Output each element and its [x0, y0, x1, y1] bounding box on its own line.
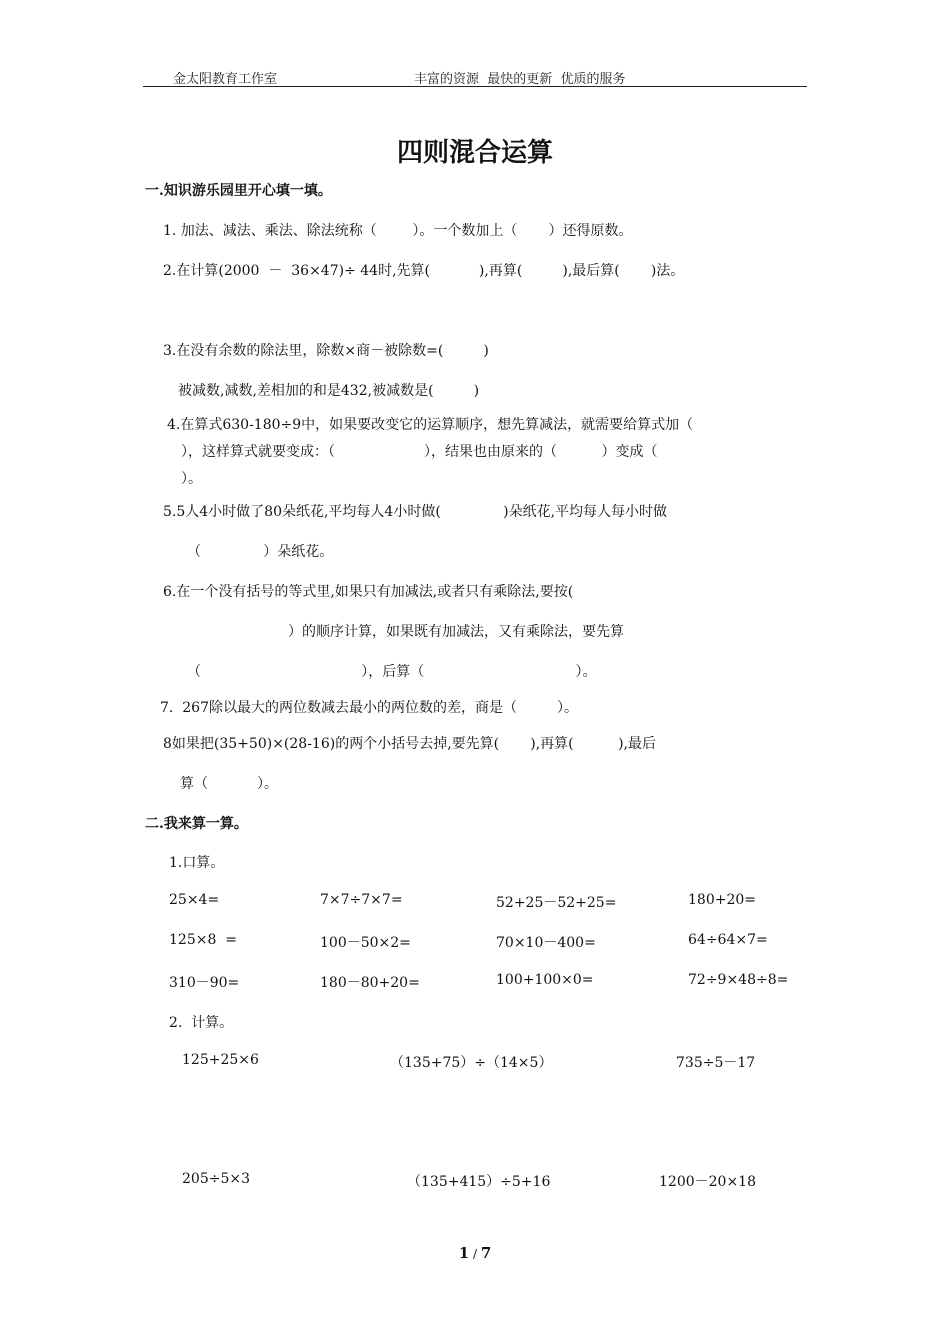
- calc-item: 1200－20×18: [659, 1174, 756, 1190]
- header-right: 丰富的资源 最快的更新 优质的服务: [414, 72, 626, 87]
- oral-item: 125×8 =: [169, 932, 237, 948]
- question-6b: ）的顺序计算，如果既有加减法，又有乘除法，要先算: [288, 624, 624, 640]
- question-4b: ），这样算式就要变成：（ ），结果也由原来的（ ）变成（: [181, 444, 658, 460]
- oral-item: 70×10－400=: [496, 935, 596, 951]
- header-rule: [143, 86, 807, 87]
- calc-item: 125+25×6: [182, 1052, 259, 1068]
- page-separator: /: [469, 1247, 481, 1261]
- oral-item: 7×7÷7×7=: [320, 892, 403, 908]
- question-7: 7. 267除以最大的两位数减去最小的两位数的差，商是（ ）。: [160, 700, 579, 716]
- question-5a: 5.5人4小时做了80朵纸花,平均每人4小时做( )朵纸花,平均每人每小时做: [163, 504, 668, 520]
- oral-item: 52+25－52+25=: [496, 895, 617, 911]
- oral-item: 180－80+20=: [320, 975, 420, 991]
- page-title: 四则混合运算: [396, 138, 553, 168]
- oral-item: 25×4=: [169, 892, 220, 908]
- calc-title: 2. 计算。: [169, 1015, 234, 1031]
- oral-item: 72÷9×48÷8=: [688, 972, 789, 988]
- page-total: 7: [480, 1244, 492, 1262]
- question-6c: （ ），后算（ ）。: [187, 664, 597, 680]
- page-number: [0, 1244, 950, 1262]
- section1-heading: 一.知识游乐园里开心填一填。: [145, 183, 332, 199]
- question-1: 1. 加法、减法、乘法、除法统称（ ）。一个数加上（ ）还得原数。: [163, 223, 633, 239]
- question-4c: ）。: [181, 471, 202, 487]
- oral-item: 180+20=: [688, 892, 756, 908]
- question-2: 2.在计算(2000 － 36×47)÷ 44时,先算( ),再算( ),最后算( )法。: [163, 263, 685, 279]
- question-4a: 4.在算式630-180÷9中，如果要改变它的运算顺序，想先算减法，就需要给算式加（: [167, 417, 694, 433]
- calc-item: （135+415）÷5+16: [407, 1174, 551, 1190]
- calc-item: （135+75）÷（14×5）: [390, 1055, 553, 1071]
- question-5b: （ ）朵纸花。: [187, 544, 334, 560]
- question-8a: 8如果把(35+50)×(28-16)的两个小括号去掉,要先算( ),再算( ),最后: [163, 736, 657, 752]
- calc-item: 205÷5×3: [182, 1171, 250, 1187]
- section2-heading: 二.我来算一算。: [145, 816, 248, 832]
- header-left: 金太阳教育工作室: [173, 72, 278, 87]
- question-6a: 6.在一个没有括号的等式里,如果只有加减法,或者只有乘除法,要按(: [163, 584, 574, 600]
- oral-title: 1.口算。: [169, 855, 225, 871]
- calc-item: 735÷5－17: [676, 1055, 756, 1071]
- question-8b: 算（ ）。: [180, 776, 278, 792]
- oral-item: 100－50×2=: [320, 935, 411, 951]
- question-3b: 被减数,减数,差相加的和是432,被减数是( ): [178, 383, 480, 399]
- oral-item: 100+100×0=: [496, 972, 594, 988]
- oral-item: 64÷64×7=: [688, 932, 768, 948]
- oral-item: 310－90=: [169, 975, 240, 991]
- question-3: 3.在没有余数的除法里，除数×商－被除数=( ): [163, 343, 489, 359]
- page-current: 1: [458, 1244, 470, 1262]
